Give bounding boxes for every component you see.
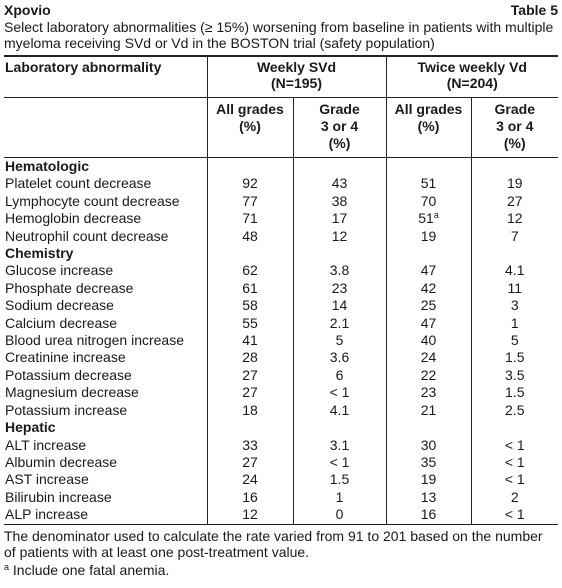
table-row: [4, 402, 558, 419]
footnote-a-text: Include one fatal anemia.: [9, 561, 170, 578]
vd-grade34-cell: < 1: [471, 506, 558, 524]
section-title: Hepatic: [5, 419, 56, 436]
vd-all-grades-cell: 35: [386, 454, 471, 471]
svd-all-grades-cell: 61: [207, 280, 293, 297]
lab-name-cell: Potassium decrease: [5, 366, 132, 383]
empty-cell: [386, 245, 471, 262]
group-header-vd: Twice weekly Vd (N=204): [386, 56, 558, 98]
svd-all-grades-cell: 16: [207, 489, 293, 506]
vd-grade34-cell: < 1: [471, 454, 558, 471]
vd-grade34-cell: 4.1: [471, 262, 558, 279]
vd-all-grades-cell: 70: [386, 193, 471, 210]
section-row: [4, 158, 558, 176]
section-title: Chemistry: [5, 245, 74, 262]
header: [4, 2, 558, 18]
vd-all-grades-cell: 16: [386, 506, 471, 524]
svd-all-grades-cell: 48: [207, 228, 293, 245]
table-row: [4, 506, 558, 524]
vd-grade34-cell: 2.5: [471, 402, 558, 419]
svd-grade34-cell: 17: [293, 210, 386, 227]
vd-grade34-cell: 1.5: [471, 384, 558, 401]
lab-name-cell: AST increase: [5, 471, 89, 488]
vd-grade34-cell: 3: [471, 297, 558, 314]
footnote-denominator: The denominator used to calculate the rate varied from 91 to 201 based on the number of patients with at least one post-treatment value.: [4, 527, 543, 560]
table-row: [4, 384, 558, 401]
table-body: [4, 158, 558, 525]
vd-grade34-cell: 19: [471, 175, 558, 192]
svd-grade34-cell: < 1: [293, 454, 386, 471]
svd-all-grades-cell: 27: [207, 384, 293, 401]
vd-grade34-cell: 3.5: [471, 367, 558, 384]
lab-abnormalities-table: [4, 55, 558, 525]
lab-column-header: Laboratory abnormality: [4, 56, 207, 98]
vd-all-grades-cell: 47: [386, 315, 471, 332]
vd-grade34-cell: < 1: [471, 437, 558, 454]
vd-all-grades-cell: 30: [386, 437, 471, 454]
svd-all-grades-cell: 58: [207, 297, 293, 314]
lab-name-cell: Phosphate decrease: [5, 279, 134, 296]
svd-grade34-cell: 1: [293, 489, 386, 506]
table-row: [4, 175, 558, 192]
svd-grade34-cell: 3.6: [293, 349, 386, 366]
empty-cell: [471, 158, 558, 176]
vd-grade34-cell: 1: [471, 315, 558, 332]
table-row: [4, 454, 558, 471]
svd-all-grades-header: All grades (%): [207, 98, 293, 158]
vd-all-grades-cell: 24: [386, 349, 471, 366]
lab-name-cell: Blood urea nitrogen increase: [5, 332, 185, 349]
svd-all-grades-cell: 55: [207, 315, 293, 332]
table-row: [4, 193, 558, 210]
lab-name-cell: Calcium decrease: [5, 314, 118, 331]
vd-all-grades-cell: 42: [386, 280, 471, 297]
lab-name-cell: Bilirubin increase: [5, 488, 112, 505]
table-row: [4, 332, 558, 349]
svd-grade34-header: Grade 3 or 4 (%): [293, 98, 386, 158]
table-row: [4, 228, 558, 245]
lab-name-cell: Neutrophil count decrease: [5, 227, 169, 244]
table-row: [4, 489, 558, 506]
svd-grade34-cell: 12: [293, 228, 386, 245]
footnote-marker: a: [433, 210, 439, 221]
table-label: Table 5: [510, 2, 558, 18]
document: [4, 2, 558, 578]
table-row: [4, 471, 558, 488]
svd-all-grades-cell: 18: [207, 402, 293, 419]
svd-all-grades-cell: 62: [207, 262, 293, 279]
vd-grade34-cell: 27: [471, 193, 558, 210]
svd-grade34-cell: < 1: [293, 384, 386, 401]
footnote-a-marker: a: [4, 561, 10, 572]
lab-name-cell: ALT increase: [5, 436, 87, 453]
vd-all-grades-cell: 13: [386, 489, 471, 506]
lab-name-cell: Sodium decrease: [5, 297, 114, 314]
svd-all-grades-cell: 33: [207, 437, 293, 454]
vd-all-grades-cell: 47: [386, 262, 471, 279]
lab-name-cell: Creatinine increase: [5, 349, 126, 366]
section-title: Hematologic: [5, 158, 90, 174]
vd-grade34-cell: 5: [471, 332, 558, 349]
empty-cell: [293, 419, 386, 436]
vd-all-grades-cell: 23: [386, 384, 471, 401]
vd-all-grades-cell: 22: [386, 367, 471, 384]
vd-all-grades-cell: 19: [386, 228, 471, 245]
vd-all-grades-header: All grades (%): [386, 98, 471, 158]
lab-name-cell: ALP increase: [4, 506, 207, 524]
section-row: [4, 419, 558, 436]
blank-header: [4, 98, 207, 158]
svd-grade34-cell: 1.5: [293, 471, 386, 488]
lab-name-cell: Hemoglobin decrease: [5, 210, 142, 227]
empty-cell: [293, 158, 386, 176]
empty-cell: [207, 158, 293, 176]
lab-name-cell: Albumin decrease: [5, 453, 118, 470]
group-header-svd: Weekly SVd (N=195): [207, 56, 386, 98]
svd-all-grades-cell: 27: [207, 454, 293, 471]
svd-all-grades-cell: 92: [207, 175, 293, 192]
vd-all-grades-cell: 51$^a$: [386, 210, 471, 227]
svd-grade34-cell: 14: [293, 297, 386, 314]
svd-grade34-cell: 5: [293, 332, 386, 349]
vd-grade34-cell: < 1: [471, 471, 558, 488]
lab-name-cell: Platelet count decrease: [5, 175, 152, 192]
empty-cell: [471, 245, 558, 262]
vd-grade34-header: Grade 3 or 4 (%): [471, 98, 558, 158]
svd-grade34-cell: 3.8: [293, 262, 386, 279]
empty-cell: [386, 419, 471, 436]
brand-name: Xpovio: [4, 2, 51, 18]
table-row: [4, 437, 558, 454]
svd-all-grades-cell: 77: [207, 193, 293, 210]
lab-name-cell: Glucose increase: [5, 262, 114, 279]
svd-all-grades-cell: 41: [207, 332, 293, 349]
table-row: [4, 262, 558, 279]
table-caption: Select laboratory abnormalities (≥ 15%) worsening from baseline in patients with multiple myeloma receiving SVd or Vd in the BOSTON trial (safety population): [4, 19, 554, 51]
vd-all-grades-cell: 51: [386, 175, 471, 192]
lab-name-cell: Potassium increase: [5, 401, 128, 418]
table-row: [4, 367, 558, 384]
svd-grade34-cell: 23: [293, 280, 386, 297]
lab-name-cell: Lymphocyte count decrease: [5, 192, 180, 209]
svd-grade34-cell: 0: [293, 506, 386, 524]
svd-grade34-cell: 38: [293, 193, 386, 210]
svd-grade34-cell: 43: [293, 175, 386, 192]
section-row: [4, 245, 558, 262]
vd-grade34-cell: 7: [471, 228, 558, 245]
empty-cell: [207, 419, 293, 436]
svd-grade34-cell: 3.1: [293, 437, 386, 454]
vd-all-grades-cell: 25: [386, 297, 471, 314]
svd-all-grades-cell: 71: [207, 210, 293, 227]
svd-grade34-cell: 4.1: [293, 402, 386, 419]
lab-name-cell: Magnesium decrease: [5, 384, 139, 401]
vd-grade34-cell: 1.5: [471, 349, 558, 366]
vd-all-grades-cell: 21: [386, 402, 471, 419]
svd-grade34-cell: 2.1: [293, 315, 386, 332]
empty-cell: [293, 245, 386, 262]
vd-grade34-cell: 2: [471, 489, 558, 506]
svd-all-grades-cell: 24: [207, 471, 293, 488]
table-row: [4, 349, 558, 366]
table-row: [4, 297, 558, 314]
empty-cell: [386, 158, 471, 176]
svd-grade34-cell: 6: [293, 367, 386, 384]
vd-grade34-cell: 11: [471, 280, 558, 297]
footnote-a: [4, 562, 558, 578]
table-row: [4, 315, 558, 332]
svd-all-grades-cell: 12: [207, 506, 293, 524]
svd-all-grades-cell: 27: [207, 367, 293, 384]
vd-all-grades-cell: 40: [386, 332, 471, 349]
table-row: [4, 210, 558, 227]
empty-cell: [471, 419, 558, 436]
vd-all-grades-cell: 19: [386, 471, 471, 488]
vd-grade34-cell: 12: [471, 210, 558, 227]
empty-cell: [207, 245, 293, 262]
table-row: [4, 280, 558, 297]
svd-all-grades-cell: 28: [207, 349, 293, 366]
